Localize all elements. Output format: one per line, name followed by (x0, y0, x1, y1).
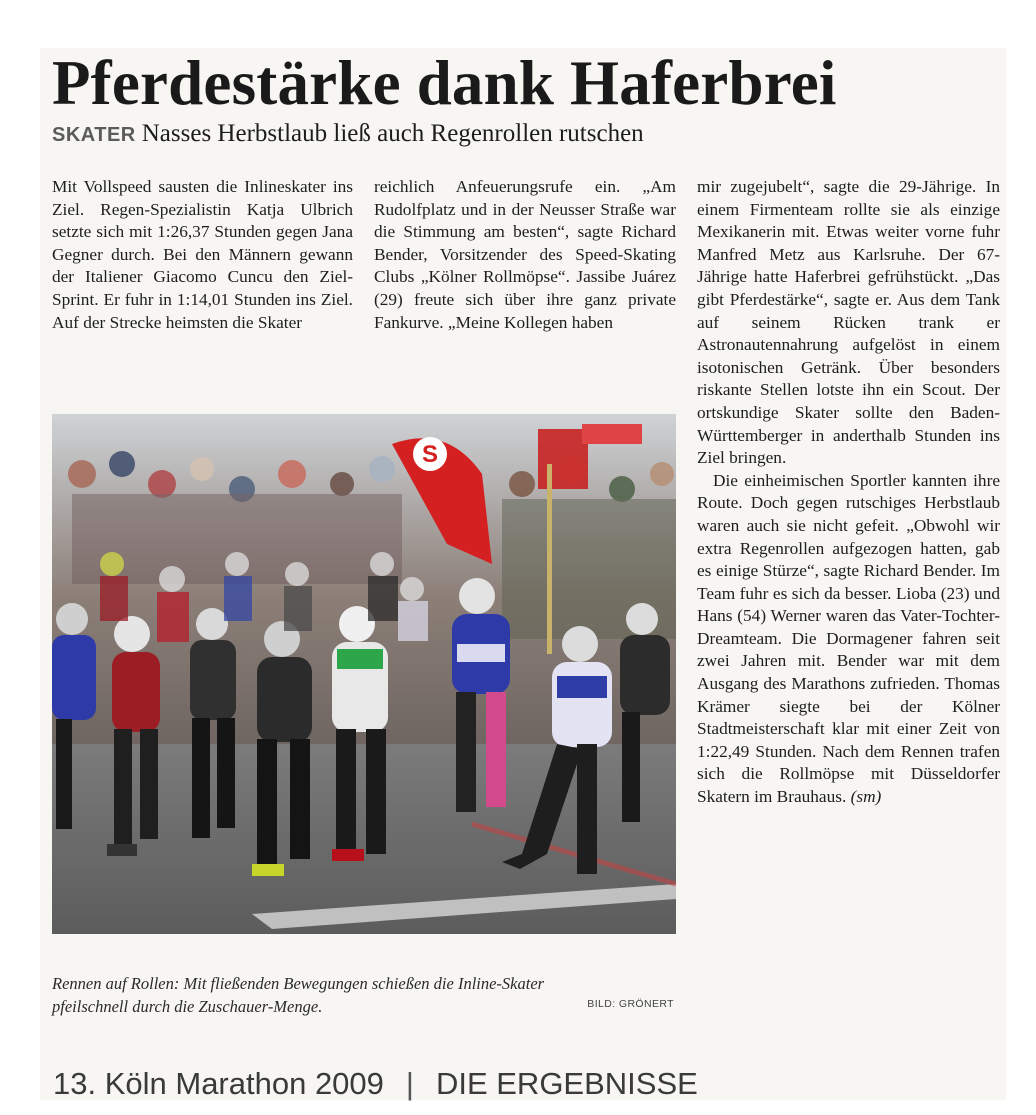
paragraph: Mit Vollspeed sausten die Inlineskater ins Ziel. Regen-Spezialistin Katja Ulbrich setzte sich mit 1:26,37 Stunden gegen Jana Gegner durch. Bei den Männern gewann der Italiener Giacomo Cuncu den Ziel-Sprint. Er fuhr in 1:14,01 Stunden ins Ziel. Auf der Strecke heimsten die Skater (52, 177, 353, 332)
page-footer (53, 1066, 698, 1102)
footer-results-label: DIE ERGEBNISSE (435, 1066, 698, 1101)
headline: Pferdestärke dank Haferbrei (52, 48, 837, 118)
photo-credit: BILD: GRÖNERT (587, 998, 674, 1010)
paragraph: reichlich Anfeuerungsrufe ein. „Am Rudolfplatz und in der Neusser Straße war die Stimmung am besten“, sagte Richard Bender, Vorsitzender des Speed-Skating Clubs „Kölner Rollmöpse“. Jassibe Juárez (29) freute sich über ihre ganz private Fankurve. „Meine Kollegen haben (374, 177, 676, 332)
caption-text: Rennen auf Rollen: Mit fließenden Bewegungen schießen die Inline-Skater pfeilschnell durch die Zuschauer-Menge. (52, 974, 545, 1016)
photo-caption (52, 972, 676, 1018)
newspaper-page (40, 48, 1006, 1100)
article-column-2 (374, 176, 676, 334)
author-signoff: (sm) (850, 787, 882, 807)
subheadline-line (52, 118, 644, 151)
footer-separator: | (405, 1066, 414, 1101)
kicker: SKATER (52, 124, 136, 146)
paragraph (697, 470, 1000, 809)
article-column-1 (52, 176, 353, 334)
footer-section-title: 13. Köln Marathon 2009 (53, 1066, 384, 1101)
svg-text:S: S (421, 441, 439, 468)
race-photo (52, 414, 676, 934)
red-flag (582, 424, 642, 444)
subheadline: Nasses Herbstlaub ließ auch Regenrollen rutschen (141, 120, 644, 147)
banner-pole (547, 464, 552, 654)
paragraph-text: Die einheimischen Sportler kannten ihre Route. Doch gegen rutschiges Herbstlaub waren auch sie nicht gefeit. „Obwohl wir extra Regenrollen aufgezogen hatten, gab es einige Stürze“, sagte Richard Bender. Im Team fuhr es sich da besser. Lioba (23) und Hans (54) Werner waren das Vater-Tochter-Dreamteam. Die Dormagener fahren seit zwei Jahren mit. Bender war mit dem Ausgang des Marathons zufrieden. Thomas Krämer siegte bei der Kölner Stadtmeisterschaft klar mit einer Zeit von 1:22,49 Stunden. Nach dem Rennen trafen sich die Rollmöpse mit Düsseldorfer Skatern im Brauhaus. (697, 470, 1000, 807)
paragraph: mir zugejubelt“, sagte die 29-Jährige. In einem Firmenteam rollte sie als einzige Mexikanerin mit. Etwas weiter vorne fuhr Manfred Metz aus Karlsruhe. Der 67-Jährige hatte Haferbrei gefrühstückt. „Das gibt Pferdestärke“, sagte er. Aus dem Tank auf seinem Rücken trank er Astronautennahrung aufgelöst in einem isotonischen Getränk. Über besonders riskante Stellen lotste ihn ein Scout. Der ortskundige Skater sollte den Baden-Württemberger in anderthalb Stunden ins Ziel bringen. (697, 177, 1000, 468)
sparkasse-s-icon (413, 437, 447, 471)
article-column-3 (697, 176, 1000, 809)
skaters-illustration (52, 414, 676, 934)
red-flag (538, 429, 588, 489)
